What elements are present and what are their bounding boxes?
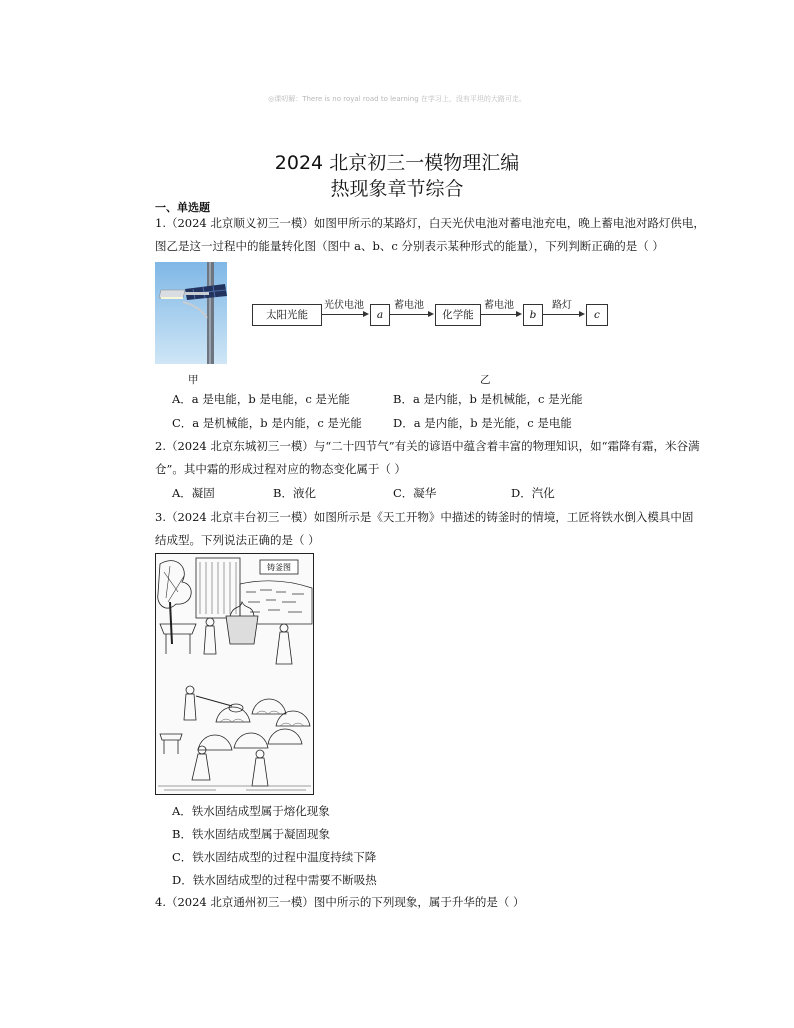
q3-option-b[interactable]: B．铁水固结成型属于凝固现象 bbox=[172, 827, 330, 841]
q3-line1: 3.（2024 北京丰台初三一模）如图所示是《天工开物》中描述的铸釜时的情境，工匠将铁水倒入模具中固 bbox=[155, 510, 694, 524]
q1-option-c[interactable]: C．a 是机械能，b 是内能，c 是光能 bbox=[172, 416, 362, 430]
q1-option-a[interactable]: A．a 是电能，b 是电能，c 是光能 bbox=[172, 392, 350, 406]
diagram-box-c: c bbox=[586, 304, 608, 326]
diagram-label-pv: 光伏电池 bbox=[324, 300, 364, 311]
q2-option-d[interactable]: D．汽化 bbox=[511, 486, 555, 500]
watermark: ◎课叨解：There is no royal road to learning 在学习上，没有平坦的大路可走。 bbox=[268, 95, 526, 103]
q2-option-a[interactable]: A．凝固 bbox=[172, 486, 215, 500]
q2-option-c[interactable]: C．凝华 bbox=[393, 486, 437, 500]
energy-conversion-diagram bbox=[250, 300, 610, 330]
q1-option-d[interactable]: D．a 是内能，b 是光能，c 是电能 bbox=[393, 416, 572, 430]
diagram-label-lamp: 路灯 bbox=[552, 300, 572, 311]
woodcut-illustration bbox=[155, 553, 314, 795]
diagram-box-chem: 化学能 bbox=[435, 304, 481, 326]
figure-label-jia: 甲 bbox=[188, 374, 199, 386]
q3-option-d[interactable]: D．铁水固结成型的过程中需要不断吸热 bbox=[172, 873, 377, 887]
q1-option-b[interactable]: B．a 是内能，b 是机械能，c 是光能 bbox=[393, 392, 583, 406]
q2-option-b[interactable]: B．液化 bbox=[273, 486, 316, 500]
diagram-label-battery-1: 蓄电池 bbox=[394, 300, 424, 311]
figure-label-yi: 乙 bbox=[480, 374, 491, 386]
diagram-box-solar: 太阳光能 bbox=[252, 304, 322, 326]
q3-option-c[interactable]: C．铁水固结成型的过程中温度持续下降 bbox=[172, 850, 377, 864]
q4-line1: 4.（2024 北京通州初三一模）图中所示的下列现象，属于升华的是（ ） bbox=[155, 895, 525, 909]
diagram-label-battery-2: 蓄电池 bbox=[484, 300, 514, 311]
q3-option-a[interactable]: A．铁水固结成型属于熔化现象 bbox=[172, 804, 330, 818]
q1-line1: 1.（2024 北京顺义初三一模）如图甲所示的某路灯，白天光伏电池对蓄电池充电，晚上蓄电池对路灯供电， bbox=[155, 216, 705, 230]
q3-line2: 结成型。下列说法正确的是（ ） bbox=[155, 533, 320, 547]
title-line2: 热现象章节综合 bbox=[330, 178, 464, 200]
diagram-box-a: a bbox=[370, 304, 390, 326]
section-heading: 一、单选题 bbox=[155, 201, 210, 214]
title-line1: 2024 北京初三一模物理汇编 bbox=[274, 152, 520, 174]
q2-line2: 仓”。其中霜的形成过程对应的物态变化属于（ ） bbox=[155, 462, 407, 476]
woodcut-title: 铸釜图 bbox=[267, 563, 291, 572]
streetlamp-photo bbox=[155, 262, 227, 364]
q2-line1: 2.（2024 北京东城初三一模）与“二十四节气”有关的谚语中蕴含着丰富的物理知识，如“霜降有霜，米谷满 bbox=[155, 439, 700, 453]
diagram-box-b: b bbox=[523, 304, 543, 326]
q1-line2: 图乙是这一过程中的能量转化图（图中 a、b、c 分别表示某种形式的能量），下列判断正确的是（ ） bbox=[155, 239, 664, 253]
